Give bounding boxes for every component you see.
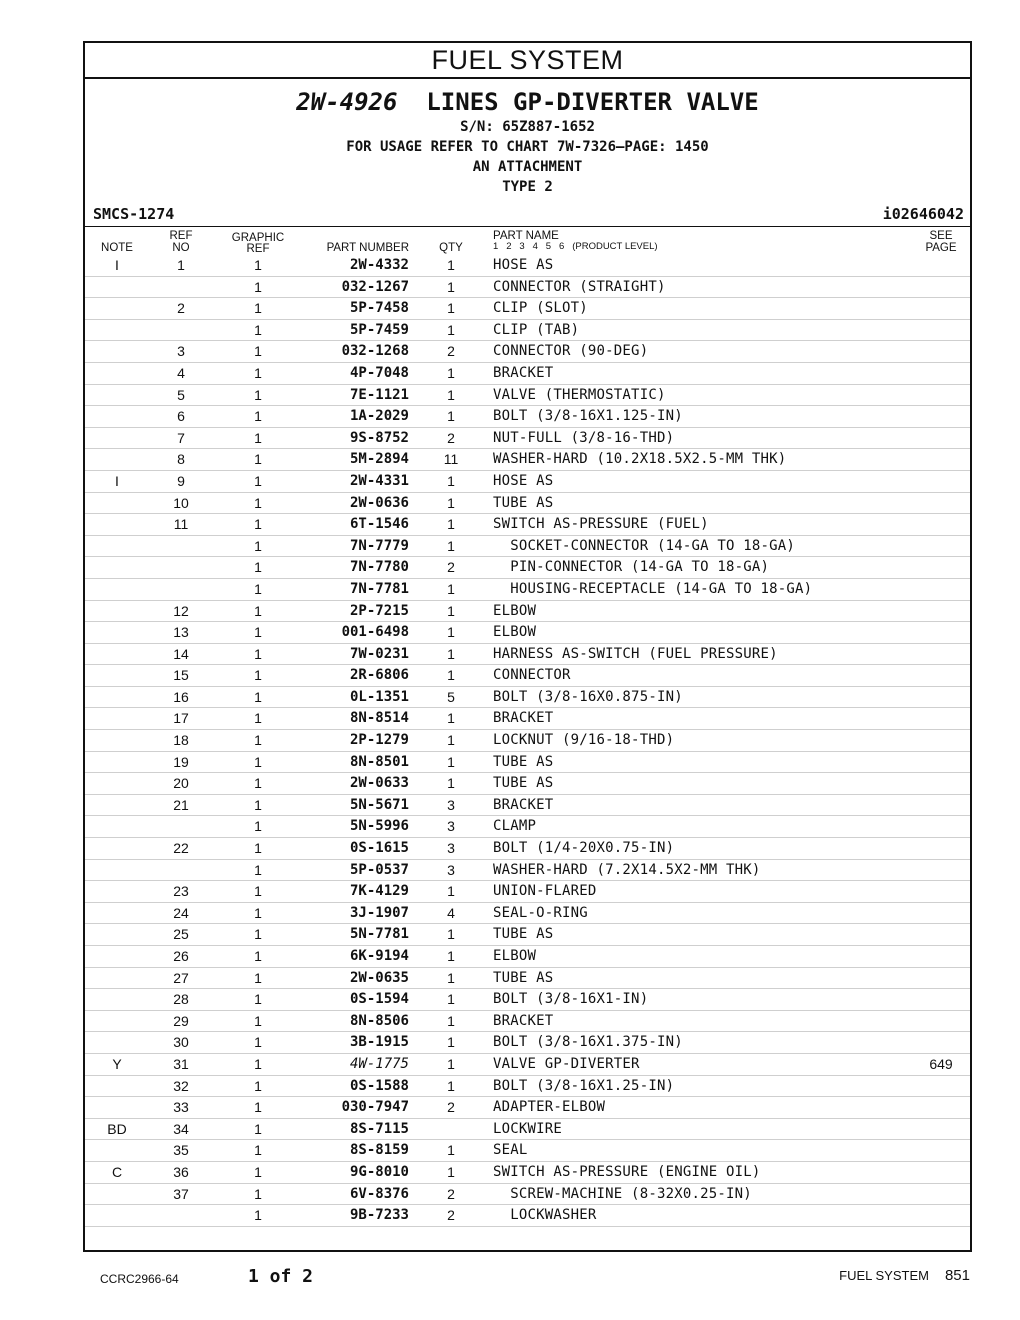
table-row [85,1140,970,1162]
table-row [85,536,970,558]
table-row [85,816,970,838]
graphic-ref-cell: 1 [254,688,262,705]
graphic-ref-cell: 1 [254,602,262,619]
see-page-cell: 649 [929,1055,953,1072]
type-label: TYPE 2 [502,179,553,195]
part-number-cell: 0S-1594 [349,991,409,1008]
ref-no-cell: 16 [173,688,189,705]
qty-cell: 1 [447,1034,455,1051]
ref-no-cell: 15 [173,667,189,684]
note-cell: I [115,472,119,489]
part-name-cell: TUBE AS [493,926,554,943]
qty-cell: 1 [447,300,455,317]
part-name-cell: TUBE AS [493,494,554,511]
ref-no-cell: 26 [173,948,189,964]
part-name-cell: HOSE AS [493,257,554,273]
part-number-cell: 9S-8752 [349,429,409,446]
qty-cell: 11 [443,451,459,468]
page-frame [83,41,972,1252]
graphic-ref-cell: 1 [254,300,262,317]
table-row [85,903,970,925]
ref-no-cell: 37 [173,1185,189,1202]
part-name-cell: LOCKWASHER [493,1207,597,1224]
ref-no-cell: 22 [173,840,189,857]
part-name-cell: SWITCH AS-PRESSURE (ENGINE OIL) [493,1163,761,1180]
part-number-cell: 7W-0231 [349,645,409,662]
ref-no-cell: 4 [177,364,185,381]
part-name-cell: BOLT (3/8-16X1-IN) [493,991,649,1008]
qty-cell: 1 [447,1012,455,1029]
table-row [85,320,970,342]
page-of: 1 of 2 [248,1266,314,1287]
table-row [85,1162,970,1184]
col-ref-line2: NO [172,242,190,254]
qty-cell: 1 [447,472,455,489]
graphic-ref-cell: 1 [254,818,262,835]
part-name-cell: WASHER-HARD (10.2X18.5X2.5-MM THK) [493,451,787,468]
table-row [85,665,970,687]
part-name-cell: BRACKET [493,710,554,727]
part-number-cell: 8N-8514 [349,710,409,727]
part-number-cell: 032-1268 [341,343,409,360]
ref-no-cell: 29 [173,1012,189,1029]
table-row [85,363,970,385]
graphic-ref-cell: 1 [254,1034,262,1051]
part-number-cell: 8N-8501 [349,753,409,770]
graphic-ref-cell: 1 [254,926,262,943]
graphic-ref-cell: 1 [254,1163,262,1180]
part-number-cell: 0S-1588 [349,1077,409,1094]
part-number-cell: 2W-0633 [349,775,409,792]
ref-no-cell: 9 [177,472,185,489]
table-row [85,1097,970,1119]
part-number-cell: 5N-5671 [349,796,409,813]
ref-no-cell: 28 [173,991,189,1008]
ref-no-cell: 25 [173,926,189,943]
ref-no-cell: 18 [173,732,189,749]
table-row [85,795,970,817]
attachment-label: AN ATTACHMENT [472,159,583,175]
table-row [85,1119,970,1141]
col-ref-line1: REF [169,230,193,242]
part-number-cell: 9G-8010 [349,1163,409,1180]
ref-no-cell: 35 [173,1142,189,1159]
part-number-cell: 7K-4129 [349,883,409,900]
part-number-cell: 3J-1907 [349,904,409,921]
qty-cell: 3 [447,840,455,857]
part-number-cell: 2W-0635 [349,969,409,986]
table-row [85,1032,970,1054]
table-row [85,557,970,579]
qty-cell: 2 [447,343,455,360]
part-number-cell: 6K-9194 [349,948,409,964]
part-number-cell: 2P-7215 [349,602,409,619]
part-number-cell: 2R-6806 [349,667,409,684]
part-name-cell: SEAL-O-RING [493,904,588,921]
graphic-ref-cell: 1 [254,1207,262,1224]
note-cell: Y [112,1055,122,1072]
ref-no-cell: 31 [173,1055,189,1072]
qty-cell: 1 [447,667,455,684]
table-row [85,406,970,428]
part-name-cell: WASHER-HARD (7.2X14.5X2-MM THK) [493,861,761,878]
header-block [85,87,970,197]
part-name-cell: TUBE AS [493,753,554,770]
part-name-cell: PIN-CONNECTOR (14-GA TO 18-GA) [493,559,770,576]
qty-cell: 1 [447,991,455,1008]
part-name-cell: BOLT (1/4-20X0.75-IN) [493,840,675,857]
part-number-cell: 4W-1775 [349,1055,409,1072]
ref-no-cell: 10 [173,494,189,511]
ref-no-cell: 17 [173,710,189,727]
part-name-cell: ADAPTER-ELBOW [493,1099,606,1116]
table-row [85,298,970,320]
group-part-number: 2W-4926 [296,88,398,116]
part-number-cell: 2W-4331 [349,472,409,489]
ref-no-cell: 34 [173,1120,189,1137]
part-number-cell: 9B-7233 [349,1207,409,1224]
graphic-ref-cell: 1 [254,1099,262,1116]
note-cell: BD [107,1120,127,1137]
part-number-cell: 6T-1546 [349,516,409,533]
qty-cell: 2 [447,559,455,576]
part-name-cell: NUT-FULL (3/8-16-THD) [493,429,675,446]
ref-no-cell: 36 [173,1163,189,1180]
graphic-ref-cell: 1 [254,386,262,403]
graphic-ref-cell: 1 [254,667,262,684]
ref-no-cell: 30 [173,1034,189,1051]
table-row [85,449,970,471]
col-part-number: PART NUMBER [326,242,409,254]
qty-cell: 1 [447,516,455,533]
part-number-cell: 6V-8376 [349,1185,409,1202]
part-number-cell: 2W-4332 [349,257,409,273]
table-row [85,601,970,623]
part-number-cell: 5M-2894 [349,451,409,468]
illustration-id: i02646042 [882,205,964,223]
table-row [85,471,970,493]
part-name-cell: CONNECTOR [493,667,571,684]
table-row [85,1054,970,1076]
ref-no-cell: 11 [173,516,189,533]
ref-no-cell: 24 [173,904,189,921]
ref-no-cell: 2 [177,300,185,317]
qty-cell: 1 [447,1077,455,1094]
graphic-ref-cell: 1 [254,624,262,641]
qty-cell: 1 [447,753,455,770]
graphic-ref-cell: 1 [254,559,262,576]
graphic-ref-cell: 1 [254,645,262,662]
qty-cell: 1 [447,948,455,964]
group-title: LINES GP-DIVERTER VALVE [426,88,759,116]
part-number-cell: 5P-7459 [349,321,409,338]
ref-no-cell: 7 [177,429,185,446]
graphic-ref-cell: 1 [254,861,262,878]
qty-cell: 3 [447,861,455,878]
qty-cell: 1 [447,624,455,641]
part-name-cell: ELBOW [493,602,537,619]
part-name-cell: TUBE AS [493,775,554,792]
col-graphic-line1: GRAPHIC [231,232,285,244]
graphic-ref-cell: 1 [254,364,262,381]
page-number: 851 [944,1267,970,1284]
table-row [85,881,970,903]
footer-section [839,1267,970,1284]
part-name-cell: HOUSING-RECEPTACLE (14-GA TO 18-GA) [493,580,813,597]
qty-cell: 1 [447,257,455,273]
table-row [85,622,970,644]
table-row [85,644,970,666]
qty-cell: 2 [447,429,455,446]
col-see-line1: SEE [929,230,953,242]
part-number-cell: 0L-1351 [349,688,409,705]
graphic-ref-cell: 1 [254,775,262,792]
table-row [85,579,970,601]
qty-cell: 1 [447,278,455,295]
graphic-ref-cell: 1 [254,840,262,857]
graphic-ref-cell: 1 [254,883,262,900]
graphic-ref-cell: 1 [254,516,262,533]
ref-no-cell: 12 [173,602,189,619]
table-row [85,752,970,774]
part-number-cell: 001-6498 [341,624,409,641]
graphic-ref-cell: 1 [254,1120,262,1137]
part-name-cell: CLAMP [493,818,537,835]
qty-cell: 5 [447,688,455,705]
graphic-ref-cell: 1 [254,991,262,1008]
part-name-cell: CLIP (TAB) [493,321,580,338]
part-number-cell: 8S-8159 [349,1142,409,1159]
section-title: FUEL SYSTEM [85,43,970,79]
qty-cell: 4 [447,904,455,921]
part-name-cell: VALVE GP-DIVERTER [493,1055,640,1072]
part-name-cell: BRACKET [493,796,554,813]
table-row [85,1076,970,1098]
table-row [85,946,970,968]
table-row [85,838,970,860]
part-number-cell: 5P-0537 [349,861,409,878]
part-number-cell: 5N-7781 [349,926,409,943]
part-name-cell: TUBE AS [493,969,554,986]
part-name-cell: CONNECTOR (STRAIGHT) [493,278,666,295]
graphic-ref-cell: 1 [254,1077,262,1094]
part-number-cell: 7N-7780 [349,559,409,576]
part-number-cell: 8N-8506 [349,1012,409,1029]
part-name-cell: HOSE AS [493,472,554,489]
part-name-cell: BOLT (3/8-16X1.375-IN) [493,1034,683,1051]
part-name-cell: SCREW-MACHINE (8-32X0.25-IN) [493,1185,752,1202]
graphic-ref-cell: 1 [254,343,262,360]
graphic-ref-cell: 1 [254,732,262,749]
part-name-cell: CLIP (SLOT) [493,300,588,317]
part-number-cell: 4P-7048 [349,364,409,381]
table-row [85,968,970,990]
table-row [85,255,970,277]
page-title [85,87,970,117]
qty-cell: 2 [447,1207,455,1224]
qty-cell: 1 [447,537,455,554]
part-name-cell: SEAL [493,1142,528,1159]
graphic-ref-cell: 1 [254,948,262,964]
part-name-cell: ELBOW [493,948,537,964]
graphic-ref-cell: 1 [254,753,262,770]
graphic-ref-cell: 1 [254,321,262,338]
qty-cell: 1 [447,710,455,727]
graphic-ref-cell: 1 [254,257,262,273]
ref-no-cell: 8 [177,451,185,468]
qty-cell: 1 [447,645,455,662]
doc-code: CCRC2966-64 [100,1272,179,1286]
qty-cell: 1 [447,386,455,403]
part-name-cell: LOCKNUT (9/16-18-THD) [493,732,675,749]
part-number-cell: 5N-5996 [349,818,409,835]
col-qty: QTY [439,242,463,254]
part-name-cell: BOLT (3/8-16X1.125-IN) [493,408,683,425]
part-name-cell: BOLT (3/8-16X1.25-IN) [493,1077,675,1094]
part-number-cell: 7E-1121 [349,386,409,403]
ref-no-cell: 33 [173,1099,189,1116]
table-row [85,1205,970,1227]
graphic-ref-cell: 1 [254,710,262,727]
ref-no-cell: 13 [173,624,189,641]
part-number-cell: 8S-7115 [349,1120,409,1137]
ref-no-cell: 14 [173,645,189,662]
ref-no-cell: 21 [173,796,189,813]
qty-cell: 1 [447,1055,455,1072]
part-name-cell: SWITCH AS-PRESSURE (FUEL) [493,516,709,533]
graphic-ref-cell: 1 [254,278,262,295]
table-row [85,708,970,730]
table-row [85,277,970,299]
table-row [85,924,970,946]
qty-cell: 1 [447,1142,455,1159]
ref-no-cell: 1 [177,257,185,273]
part-name-cell: BRACKET [493,364,554,381]
qty-cell: 1 [447,494,455,511]
table-row [85,493,970,515]
smcs-code: SMCS-1274 [93,205,175,223]
ref-no-cell: 23 [173,883,189,900]
part-name-cell: BRACKET [493,1012,554,1029]
ref-no-cell: 3 [177,343,185,360]
graphic-ref-cell: 1 [254,1185,262,1202]
part-number-cell: 030-7947 [341,1099,409,1116]
graphic-ref-cell: 1 [254,1012,262,1029]
graphic-ref-cell: 1 [254,494,262,511]
part-name-cell: BOLT (3/8-16X0.875-IN) [493,688,683,705]
table-row [85,1184,970,1206]
qty-cell: 2 [447,1185,455,1202]
part-number-cell: 032-1267 [341,278,409,295]
ref-no-cell: 6 [177,408,185,425]
part-number-cell: 1A-2029 [349,408,409,425]
table-row [85,989,970,1011]
graphic-ref-cell: 1 [254,451,262,468]
table-row [85,428,970,450]
graphic-ref-cell: 1 [254,429,262,446]
part-name-cell: VALVE (THERMOSTATIC) [493,386,666,403]
qty-cell: 1 [447,732,455,749]
note-cell: I [115,257,119,273]
graphic-ref-cell: 1 [254,904,262,921]
qty-cell: 3 [447,796,455,813]
table-row [85,1011,970,1033]
graphic-ref-cell: 1 [254,580,262,597]
usage-reference: FOR USAGE REFER TO CHART 7W-7326—PAGE: 1450 [346,139,709,155]
table-row [85,860,970,882]
graphic-ref-cell: 1 [254,969,262,986]
part-number-cell: 2W-0636 [349,494,409,511]
ref-no-cell: 5 [177,386,185,403]
col-see-line2: PAGE [925,242,957,254]
col-part-name: PART NAME [493,230,559,242]
graphic-ref-cell: 1 [254,796,262,813]
graphic-ref-cell: 1 [254,408,262,425]
ref-no-cell: 27 [173,969,189,986]
table-row [85,773,970,795]
footer-section-name: FUEL SYSTEM [839,1268,929,1283]
part-number-cell: 5P-7458 [349,300,409,317]
graphic-ref-cell: 1 [254,1055,262,1072]
qty-cell: 1 [447,602,455,619]
ref-no-cell: 32 [173,1077,189,1094]
qty-cell: 2 [447,1099,455,1116]
col-note: NOTE [101,242,133,254]
part-number-cell: 2P-1279 [349,732,409,749]
part-number-cell: 0S-1615 [349,840,409,857]
column-headers [85,226,970,257]
part-number-cell: 3B-1915 [349,1034,409,1051]
qty-cell: 1 [447,926,455,943]
part-name-cell: CONNECTOR (90-DEG) [493,343,649,360]
table-row [85,341,970,363]
note-cell: C [111,1163,123,1180]
qty-cell: 1 [447,408,455,425]
parts-table [85,255,970,1227]
part-number-cell: 7N-7781 [349,580,409,597]
part-name-cell: HARNESS AS-SWITCH (FUEL PRESSURE) [493,645,778,662]
part-name-cell: UNION-FLARED [493,883,597,900]
serial-number: S/N: 65Z887-1652 [460,119,595,135]
col-product-level: 1 2 3 4 5 6 (PRODUCT LEVEL) [493,241,658,252]
qty-cell: 1 [447,883,455,900]
part-name-cell: SOCKET-CONNECTOR (14-GA TO 18-GA) [493,537,796,554]
table-row [85,385,970,407]
qty-cell: 1 [447,321,455,338]
graphic-ref-cell: 1 [254,537,262,554]
ref-no-cell: 19 [173,753,189,770]
part-number-cell: 7N-7779 [349,537,409,554]
graphic-ref-cell: 1 [254,472,262,489]
qty-cell: 1 [447,969,455,986]
qty-cell: 3 [447,818,455,835]
table-row [85,514,970,536]
part-name-cell: ELBOW [493,624,537,641]
qty-cell: 1 [447,775,455,792]
qty-cell: 1 [447,580,455,597]
graphic-ref-cell: 1 [254,1142,262,1159]
qty-cell: 1 [447,364,455,381]
ref-no-cell: 20 [173,775,189,792]
table-row [85,730,970,752]
part-name-cell: LOCKWIRE [493,1120,563,1137]
col-graphic-line2: REF [246,243,270,255]
qty-cell: 1 [447,1163,455,1180]
table-row [85,687,970,709]
